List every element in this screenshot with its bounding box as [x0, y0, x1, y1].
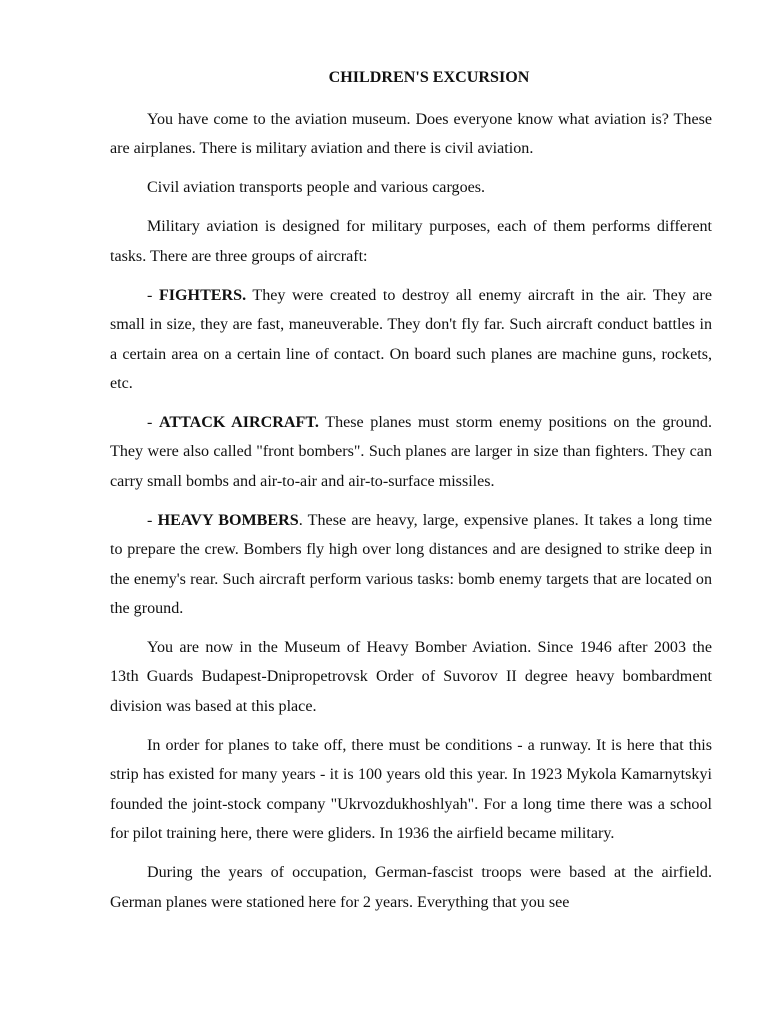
paragraph-museum: You are now in the Museum of Heavy Bomber Aviation. Since 1946 after 2003 the 13th Guards Budapest-Dnipropetrovsk Order of Suvorov II degree heavy bombardment division was based at this place. — [110, 639, 712, 715]
document-page — [110, 66, 712, 927]
paragraph-runway-history: In order for planes to take off, there must be conditions - a runway. It is here that this strip has existed for many years - it is 100 years old this year. In 1923 Mykola Kamarnytskyi founded the joint-stock company "Ukrvozdukhoshlyah". For a long time there was a school for pilot training here, there were gliders. In 1936 the airfield became military. — [110, 736, 712, 843]
heavy-bombers-description: . These are heavy, large, expensive planes. It takes a long time to prepare the crew. Bombers fly high over long distances and are designed to strike deep in the enemy's rear. Such aircraft perform various tasks: bomb enemy targets that are located on the ground. — [110, 511, 712, 618]
paragraph-intro: You have come to the aviation museum. Does everyone know what aviation is? These are airplanes. There is military aviation and there is civil aviation. — [110, 111, 712, 158]
paragraph-civil-aviation: Civil aviation transports people and various cargoes. — [147, 179, 486, 197]
term-fighters: FIGHTERS. — [158, 286, 247, 304]
attack-aircraft-description: These planes must storm enemy positions on the ground. They were also called "front bombers". Such planes are larger in size than fighters. They can carry small bombs and air-to-air and air-to-surface missiles. — [110, 414, 712, 490]
fighters-description: They were created to destroy all enemy aircraft in the air. They are small in size, they are fast, maneuverable. They don't fly far. Such aircraft conduct battles in a certain area on a certain line of contact. On board such planes are machine guns, rockets, etc. — [110, 286, 713, 393]
list-dash: - — [147, 511, 158, 529]
paragraph-heavy-bombers — [110, 506, 712, 624]
paragraph-fighters — [110, 281, 712, 399]
document-title: CHILDREN'S EXCURSION — [328, 69, 530, 86]
paragraph-occupation: During the years of occupation, German-fascist troops were based at the airfield. German planes were stationed here for 2 years. Everything that you see — [110, 864, 712, 911]
term-heavy-bombers: HEAVY BOMBERS — [157, 511, 299, 529]
list-dash: - — [147, 286, 159, 304]
term-attack-aircraft: ATTACK AIRCRAFT. — [158, 414, 319, 432]
list-dash: - — [147, 414, 159, 432]
paragraph-military-aviation: Military aviation is designed for military purposes, each of them performs different tasks. There are three groups of aircraft: — [110, 218, 712, 265]
paragraph-attack-aircraft — [110, 408, 712, 496]
